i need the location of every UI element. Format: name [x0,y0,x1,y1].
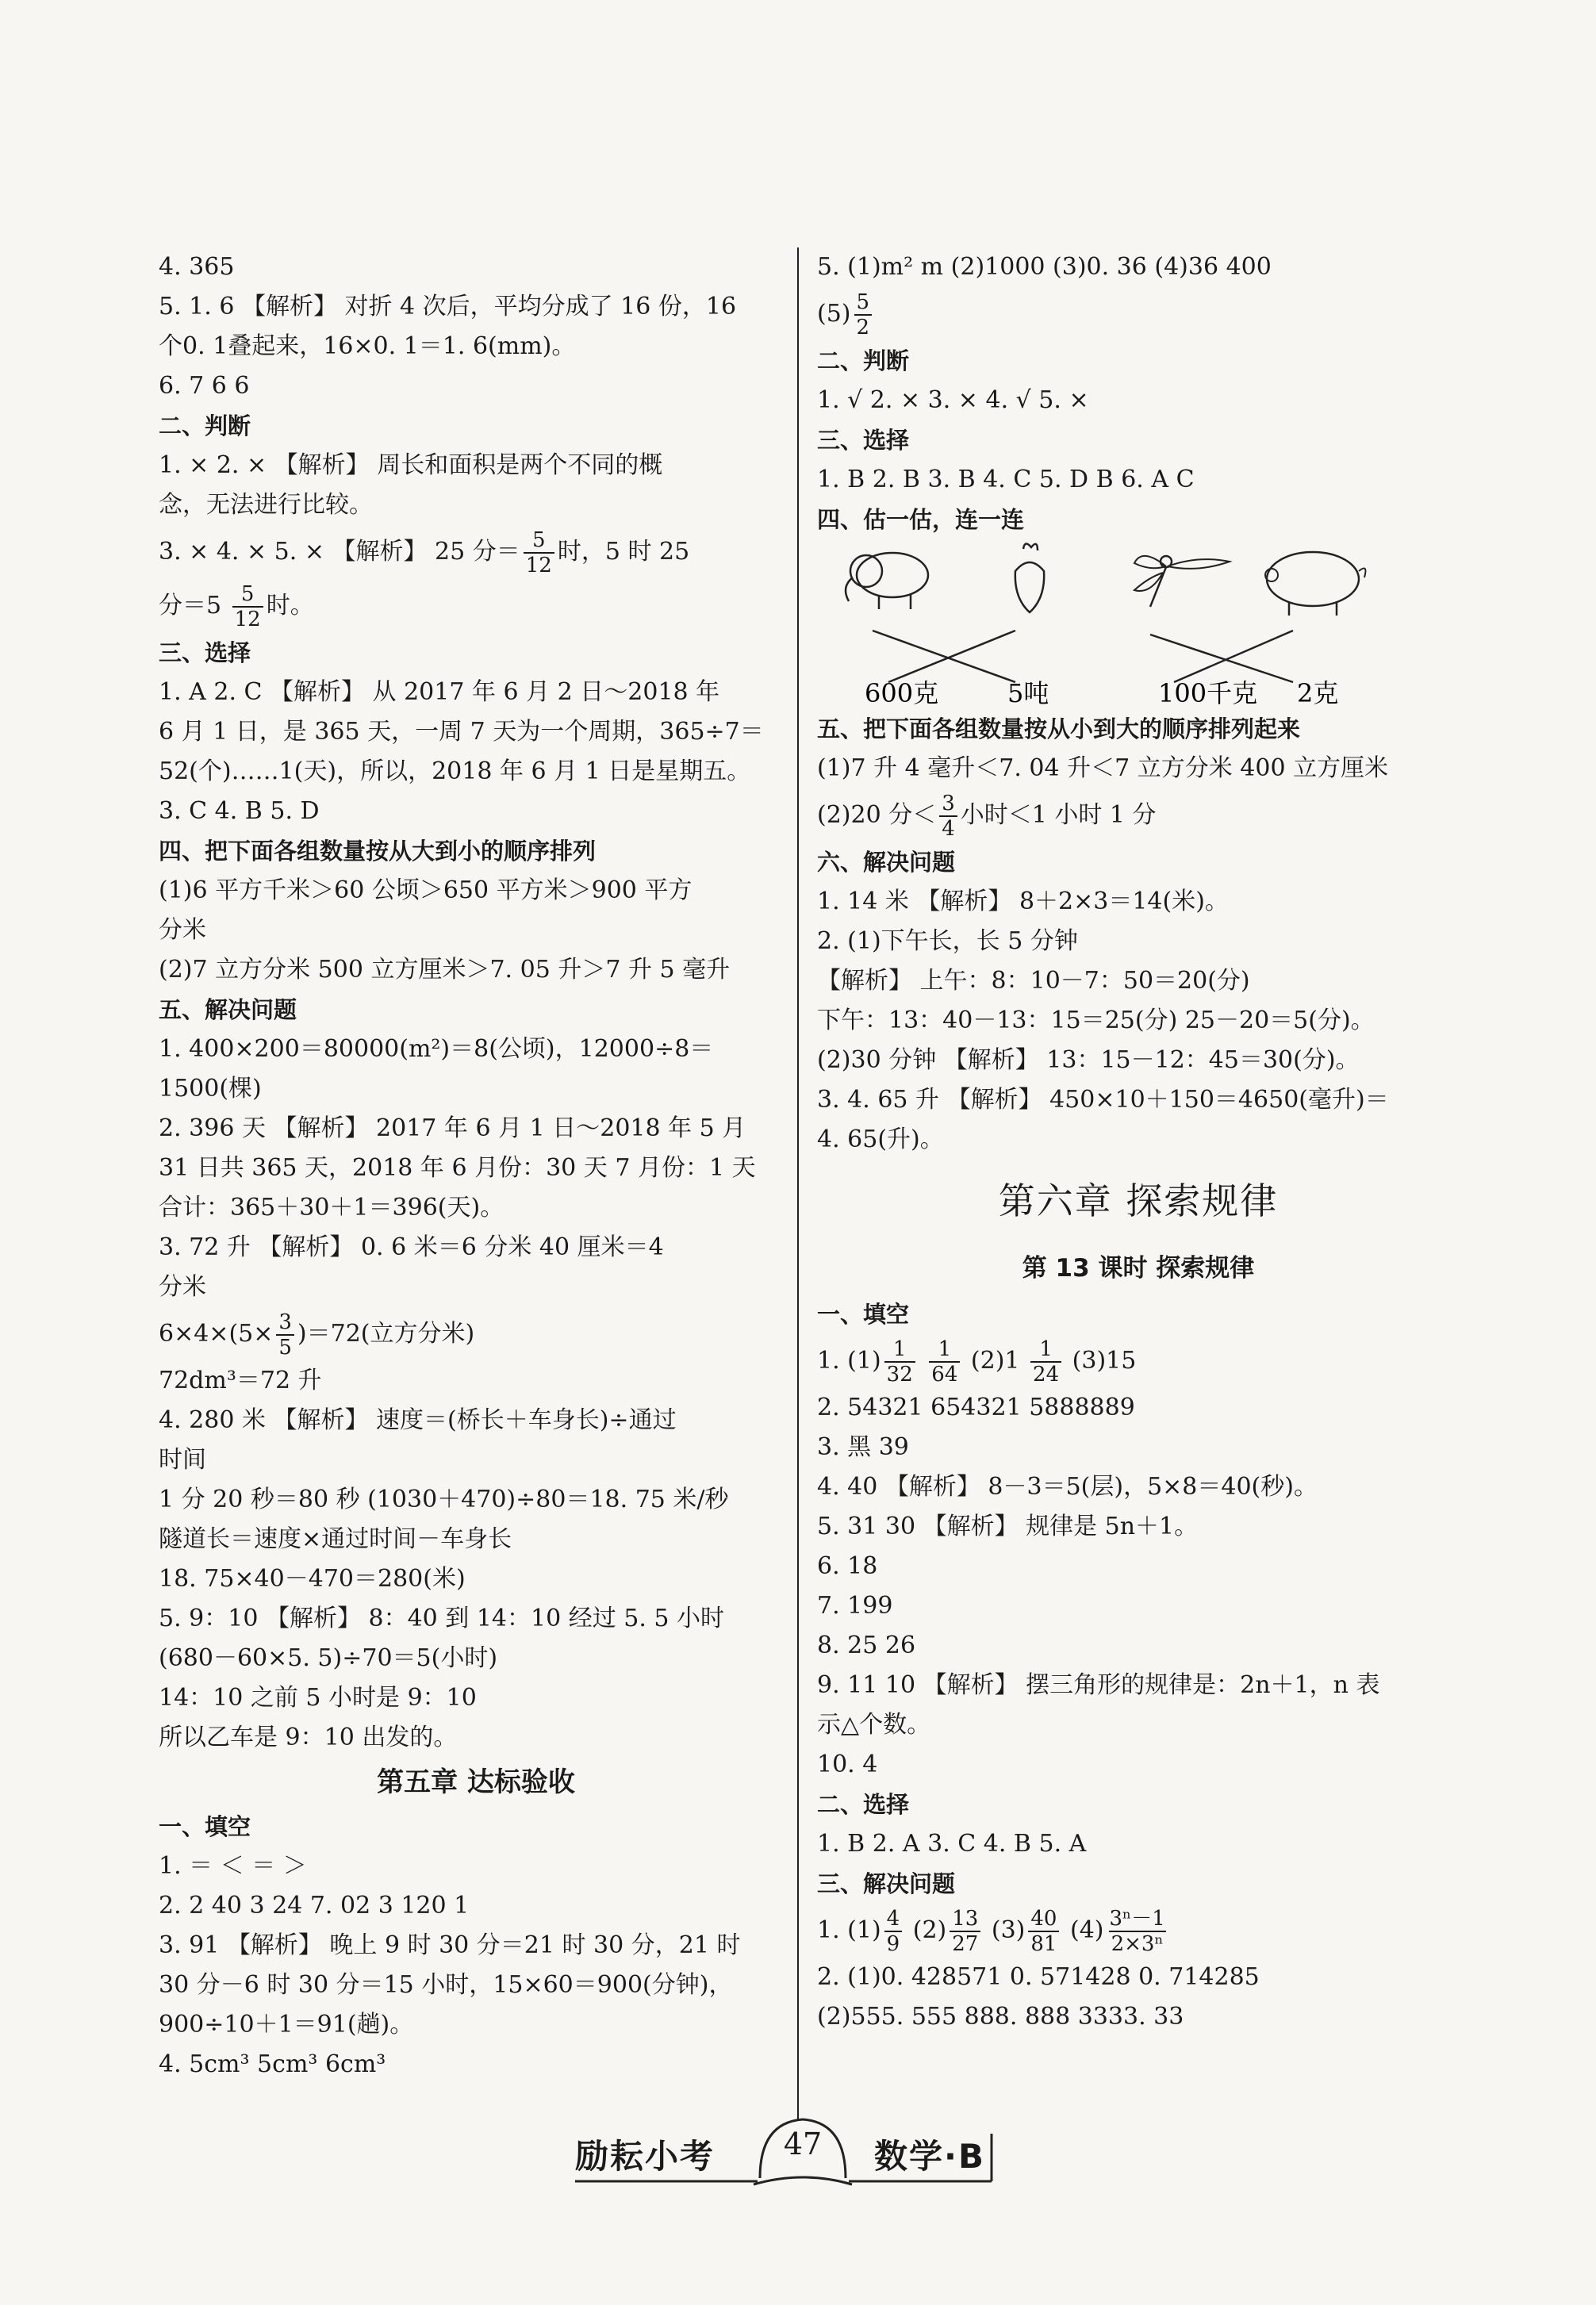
answer-line: 6×4×(5× $\frac{3}{5}$ )＝72(立方分米) [159,1310,475,1360]
footer-subject: 数学·B [874,2137,985,2176]
column-divider [797,247,799,2119]
answer-line: 6 月 1 日，是 365 天，一周 7 天为一个周期，365÷7＝ [159,718,764,746]
answer-line: (5) $\frac{5}{2}$ [817,287,1460,341]
answer-line: 下午：13：40－13：15＝25(分) 25－20＝5(分)。 [817,1007,1375,1034]
fraction: $\frac{3}{4}$ [939,792,957,841]
answer-line: 9. 11 10 【解析】 摆三角形的规律是：2n＋1，n 表 [817,1671,1380,1699]
answer-line: 示△个数。 [817,1711,931,1739]
answer-line: 时间 [159,1446,206,1474]
pig-icon [1265,552,1365,616]
fraction: $\frac{5}{12}$ [232,582,263,631]
answer-line: (2)20 分＜ $\frac{3}{4}$ 小时＜1 小时 1 分 [817,792,1157,841]
section-heading: 三、选择 [159,639,251,666]
answer-line: 1. 400×200＝80000(m²)＝8(公顷)，12000÷8＝ [159,1035,714,1063]
fraction: $\frac{1}{64}$ [929,1337,960,1386]
answer-line: 1. B 2. B 3. B 4. C 5. D B 6. A C [817,466,1195,493]
answer-line: 18. 75×40－470＝280(米) [159,1565,466,1593]
answer-line: 【解析】 上午：8：10－7：50＝20(分) [817,967,1250,995]
answer-line: 所以乙车是 9：10 出发的。 [159,1724,458,1751]
answer-line: 1. ＝ ＜ ＝ ＞ [159,1852,307,1880]
right-column [817,247,1460,2037]
section-heading: 五、把下面各组数量按从小到大的顺序排列起来 [817,715,1301,742]
answer-line: 6. 18 [817,1552,878,1580]
answer-line: 合计：365＋30＋1＝396(天)。 [159,1194,505,1222]
section-heading: 六、解决问题 [817,849,956,876]
answer-line: 1. A 2. C 【解析】 从 2017 年 6 月 2 日～2018 年 [159,678,720,706]
answer-line: 72dm³＝72 升 [159,1367,322,1394]
answer-line: 1. × 2. × 【解析】 周长和面积是两个不同的概 [159,451,663,479]
answer-line: 30 分－6 时 30 分＝15 小时，15×60＝900(分钟)， [159,1971,733,1999]
answer-line: 3. C 4. B 5. D [159,797,320,825]
answer-line: 念，无法进行比较。 [159,491,373,519]
answer-line: 4. 5cm³ 5cm³ 6cm³ [159,2050,386,2078]
answer-line: 2. 2 40 3 24 7. 02 3 120 1 [159,1892,470,1920]
answer-line: (1)7 升 4 毫升＜7. 04 升＜7 立方分米 400 立方厘米 [817,754,1389,782]
answer-line: 分米 [159,916,206,944]
elephant-icon [846,553,928,609]
answer-line: 1. 14 米 【解析】 8＋2×3＝14(米)。 [817,888,1229,915]
section-heading: 一、填空 [817,1301,910,1328]
dragonfly-icon [1134,556,1230,607]
quantity-label: 5吨 [1007,678,1049,708]
fraction: $\frac{1}{24}$ [1030,1337,1061,1386]
section-heading: 二、判断 [159,412,251,439]
answer-line: 2. (1)下午长，长 5 分钟 [817,927,1078,955]
fraction: $\frac{3}{5}$ [276,1310,294,1360]
answer-line: 31 日共 365 天，2018 年 6 月份：30 天 7 月份：1 天 [159,1154,756,1182]
answer-line: 分＝5 $\frac{5}{12}$ 时。 [159,582,314,631]
answer-line: 900÷10＋1＝91(趟)。 [159,2011,414,2038]
answer-line: 4. 365 [159,253,235,281]
matching-picture [817,539,1460,709]
answer-line: 隧道长＝速度×通过时间－车身长 [159,1525,512,1553]
answer-line: (680－60×5. 5)÷70＝5(小时) [159,1644,498,1672]
left-column [159,247,793,2084]
quantity-label: 2克 [1297,678,1339,708]
quantity-label: 100千克 [1158,678,1258,708]
answer-line: 4. 40 【解析】 8－3＝5(层)，5×8＝40(秒)。 [817,1473,1318,1501]
fraction: $\frac{5}{12}$ [524,528,554,577]
answer-line: 4. 65(升)。 [817,1126,944,1153]
answer-line: 1 分 20 秒＝80 秒 (1030＋470)÷80＝18. 75 米/秒 [159,1486,729,1513]
answer-line: 52(个)……1(天)，所以，2018 年 6 月 1 日是星期五。 [159,757,751,785]
answer-line: 1. (1) $\frac{1}{32}$ $\frac{1}{64}$ (2)1 $\frac{1}{24}$ (3)15 [817,1337,1137,1386]
answer-line: 1. B 2. A 3. C 4. B 5. A [817,1830,1087,1858]
answer-line: 4. 280 米 【解析】 速度＝(桥长＋车身长)÷通过 [159,1406,677,1434]
chapter-review-title: 第五章 达标验收 [377,1766,575,1798]
answer-line: 3. × 4. × 5. × 【解析】 25 分＝ $\frac{5}{12}$ 时，5 时 25 [159,528,690,577]
footer-brand: 励耘小考 [575,2137,716,2176]
section-heading: 四、估一估，连一连 [817,506,1025,533]
lesson-title: 第 13 课时 探索规律 [1022,1254,1255,1283]
section-heading: 一、填空 [159,1813,251,1840]
matching-line [1150,635,1293,682]
answer-line: 分米 [159,1273,206,1301]
answer-line: 2. 396 天 【解析】 2017 年 6 月 1 日～2018 年 5 月 [159,1114,746,1142]
answer-line: 14：10 之前 5 小时是 9：10 [159,1684,477,1712]
section-heading: 二、判断 [817,347,910,374]
answer-line: 1500(棵) [159,1075,262,1103]
fraction: $\frac{13}{27}$ [950,1907,980,1956]
quantity-label: 600克 [865,678,939,708]
answer-line: 6. 7 6 6 [159,372,250,400]
answer-line: 5. 9：10 【解析】 8：40 到 14：10 经过 5. 5 小时 [159,1605,725,1632]
fraction: $\frac{1}{32}$ [884,1337,915,1386]
answer-line: 8. 25 26 [817,1632,916,1659]
answer-line: 3. 4. 65 升 【解析】 450×10＋150＝4650(毫升)＝ [817,1086,1389,1114]
answer-line: 个0. 1叠起来，16×0. 1＝1. 6(mm)。 [159,332,576,360]
section-heading: 三、选择 [817,427,910,454]
page-number: 47 [783,2127,823,2161]
fraction: $\frac{\text{3ⁿ－1}}{\text{2×3ⁿ}}$ [1109,1907,1165,1956]
page-footer [0,2102,1596,2197]
chapter-title: 第六章 探索规律 [998,1179,1279,1222]
section-heading: 三、解决问题 [817,1870,956,1897]
section-heading: 五、解决问题 [159,996,297,1023]
answer-line: 1. √ 2. × 3. × 4. √ 5. × [817,386,1089,414]
section-heading: 二、选择 [817,1791,910,1818]
answer-line: 5. (1)m² m (2)1000 (3)0. 36 (4)36 400 [817,253,1272,281]
radish-icon [1015,543,1044,612]
answer-line: 3. 黑 39 [817,1433,909,1461]
answer-line: 1. (1) $\frac{4}{9}$ (2) $\frac{13}{27}$ (3) $\frac{40}{81}$ (4) $\frac{\text{3ⁿ－1}}{\text{2×3ⁿ}}$ [817,1904,1460,1958]
answer-line: 10. 4 [817,1751,878,1778]
answer-line: 3. 91 【解析】 晚上 9 时 30 分＝21 时 30 分，21 时 [159,1931,741,1959]
fraction: $\frac{5}{2}$ [854,290,873,339]
fraction: $\frac{4}{9}$ [884,1907,903,1956]
answer-line: (2)30 分钟 【解析】 13：15－12：45＝30(分)。 [817,1046,1360,1074]
answer-line: (2)555. 555 888. 888 3333. 33 [817,2003,1184,2031]
answer-line: 5. 1. 6 【解析】 对折 4 次后，平均分成了 16 份，16 [159,293,737,320]
answer-line: 7. 199 [817,1592,893,1620]
answer-line: 2. (1)0. 428571 0. 571428 0. 714285 [817,1963,1260,1991]
answer-line: 3. 72 升 【解析】 0. 6 米＝6 分米 40 厘米＝4 [159,1233,664,1261]
fraction: $\frac{40}{81}$ [1028,1907,1059,1956]
section-heading: 四、把下面各组数量按从大到小的顺序排列 [159,838,597,865]
answer-line: (1)6 平方千米＞60 公顷＞650 平方米＞900 平方 [159,876,692,904]
answer-line: 5. 31 30 【解析】 规律是 5n＋1。 [817,1513,1199,1540]
answer-line: 2. 54321 654321 5888889 [817,1394,1135,1421]
answer-line: (2)7 立方分米 500 立方厘米＞7. 05 升＞7 升 5 毫升 [159,956,731,984]
matching-line [1174,631,1293,682]
